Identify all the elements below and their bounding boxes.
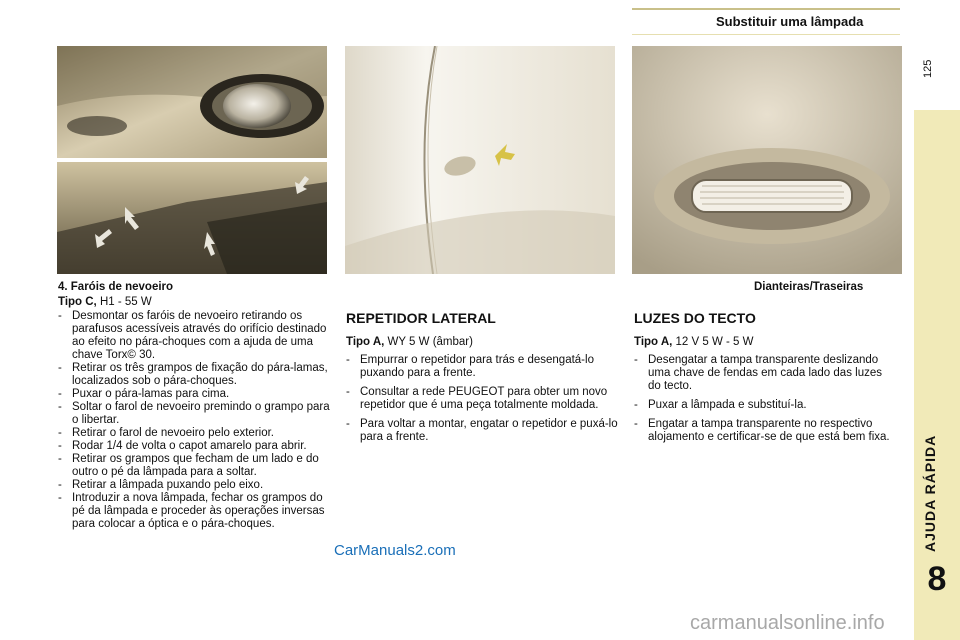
list-item: - Retirar a lâmpada puxando pelo eixo. bbox=[58, 479, 330, 492]
sidebar-top-blank bbox=[914, 0, 960, 110]
side-steps-list bbox=[346, 354, 618, 450]
side-type-value: WY 5 W (âmbar) bbox=[384, 336, 473, 348]
watermark-left[interactable]: CarManuals2.com bbox=[334, 542, 456, 559]
list-item: - Retirar os grampos que fecham de um lado e do outro o pé da lâmpada para a soltar. bbox=[58, 453, 330, 479]
list-item: - Para voltar a montar, engatar o repetidor e puxá-lo para a frente. bbox=[346, 418, 618, 444]
list-item: - Empurrar o repetidor para trás e desengatá-lo puxando para a frente. bbox=[346, 354, 618, 380]
page-number: 125 bbox=[922, 59, 934, 78]
fog-light-photo bbox=[57, 46, 327, 158]
chapter-number: 8 bbox=[927, 560, 947, 598]
roof-type-label: Tipo A, bbox=[634, 336, 673, 348]
list-item: - Retirar o farol de nevoeiro pelo exterior. bbox=[58, 427, 330, 440]
front-rear-caption: Dianteiras/Traseiras bbox=[754, 281, 864, 293]
list-item: - Puxar a lâmpada e substituí-la. bbox=[634, 399, 896, 412]
list-item: - Introduzir a nova lâmpada, fechar os grampos do pé da lâmpada e proceder às operações inversas para colocar a óptica e o pára-choques. bbox=[58, 492, 330, 531]
roof-lights-heading: LUZES DO TECTO bbox=[634, 310, 756, 326]
fog-type-line bbox=[58, 296, 152, 308]
list-item: - Rodar 1/4 de volta o capot amarelo para abrir. bbox=[58, 440, 330, 453]
fog-lights-title: 4. Faróis de nevoeiro bbox=[58, 281, 174, 293]
side-repeater-photo bbox=[345, 46, 615, 274]
page-header-title: Substituir uma lâmpada bbox=[716, 14, 864, 29]
list-item: - Soltar o farol de nevoeiro premindo o grampo para o libertar. bbox=[58, 401, 330, 427]
fog-steps-list bbox=[58, 310, 330, 531]
watermark-right[interactable]: carmanualsonline.info bbox=[690, 612, 885, 634]
list-item: - Engatar a tampa transparente no respectivo alojamento e certificar-se de que está bem fixa. bbox=[634, 418, 896, 444]
list-item: - Puxar o pára-lamas para cima. bbox=[58, 388, 330, 401]
list-item: - Retirar os três grampos de fixação do pára-lamas, localizados sob o pára-choques. bbox=[58, 362, 330, 388]
side-type-line bbox=[346, 336, 473, 348]
bumper-clips-photo bbox=[57, 162, 327, 274]
roof-light-photo bbox=[632, 46, 902, 274]
roof-steps-list bbox=[634, 354, 896, 450]
list-item: - Consultar a rede PEUGEOT para obter um novo repetidor que é uma peça totalmente moldada. bbox=[346, 386, 618, 412]
side-repeater-heading: REPETIDOR LATERAL bbox=[346, 310, 496, 326]
header-rule bbox=[632, 8, 900, 10]
list-item: - Desengatar a tampa transparente deslizando uma chave de fendas em cada lado das luzes do tecto. bbox=[634, 354, 896, 393]
fog-type-label: Tipo C, bbox=[58, 296, 97, 308]
chapter-label: AJUDA RÁPIDA bbox=[922, 434, 938, 552]
list-item: - Desmontar os faróis de nevoeiro retirando os parafusos acessíveis através do orifício destinado ao efeito no pára-choques com a ajuda de uma chave Torx© 30. bbox=[58, 310, 330, 362]
roof-type-line bbox=[634, 336, 754, 348]
fog-type-value: H1 - 55 W bbox=[96, 296, 152, 308]
side-type-label: Tipo A, bbox=[346, 336, 385, 348]
header-underline bbox=[632, 34, 900, 35]
roof-type-value: 12 V 5 W - 5 W bbox=[672, 336, 754, 348]
